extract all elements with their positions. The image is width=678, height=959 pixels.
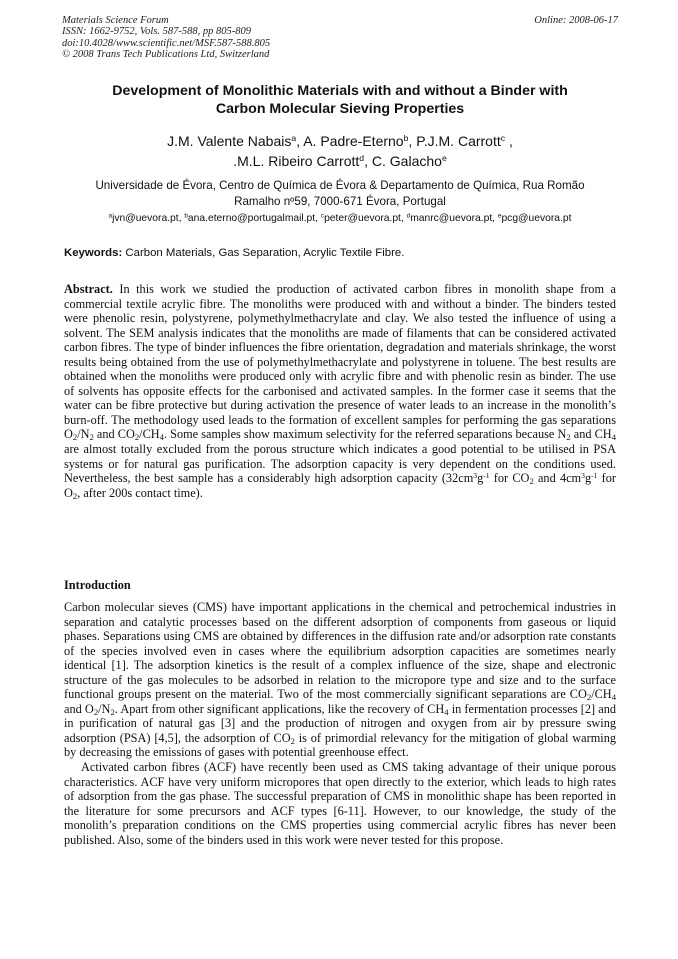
- introduction-body: [64, 600, 616, 847]
- email-c[interactable]: peter@uevora.pt,: [324, 213, 407, 224]
- email-e[interactable]: pcg@uevora.pt: [501, 213, 572, 224]
- journal-header: [62, 15, 618, 61]
- section-heading-introduction: Introduction: [64, 578, 131, 592]
- keywords-label: Keywords:: [64, 247, 123, 259]
- online-date: Online: 2008-06-17: [534, 15, 618, 26]
- journal-name: Materials Science Forum: [62, 15, 169, 26]
- journal-issn: ISSN: 1662-9752, Vols. 587-588, pp 805-809: [62, 26, 251, 38]
- author-3-mark: c: [500, 133, 506, 144]
- author-2: A. Padre-Eterno: [303, 133, 404, 149]
- abstract-label: Abstract.: [64, 282, 113, 296]
- author-1-mark: a: [291, 133, 297, 144]
- abstract: Abstract. In this work we studied the production of activated carbon fibres in monolith shape from a commercial textile acrylic fibre. The monoliths were produced with and without a binder. The binders tested were phenolic resin, polystyrene, polymethylmethacrylate and clay. We also tested the influence of using a solvent. The SEM analysis indicates that the monoliths are made of filaments that can be considered activated carbon fibres. The type of binder influences the fibre orientation, degradation and materials shrinkage, the worst results being obtained from the use of polymethylmethacrylate and polystyrene in toluene. The best results are obtained when the monoliths were produced only with acrylic fibre and with phenolic resin as binder. The use of solvents has opposite effects for the carbonised and activated samples. In the former case it seems that the water can be fibre protective but during activation the presence of water leads to an increase in the monolith’s burn-off. The methodology used leads to the formation of excellent samples for performing the gas separations $O_2/N_2$ and $CO_2/CH_4$. Some samples show maximum selectivity for the referred separations because $N_2$ and $CH_4$ are almost totally excluded from the porous structure which indicates a good potential to be utilised in PSA systems or for natural gas purification. The adsorption capacity is very dependent on the conditions used. Nevertheless, the best sample has a considerably high adsorption capacity ($32cm^3g^{-1}$ for $CO_2$ and $4cm^3g^{-1}$ for $O_2$, after 200s contact time).: [64, 282, 616, 501]
- title-line-2: Carbon Molecular Sieving Properties: [215, 101, 465, 117]
- affiliation-line-1: Universidade de Évora, Centro de Química de Évora & Departamento de Química, Rua Romão: [95, 179, 585, 192]
- author-3: P.J.M. Carrott: [416, 133, 501, 149]
- paper-title: [62, 82, 618, 118]
- keywords-text: Carbon Materials, Gas Separation, Acrylic Textile Fibre.: [122, 247, 405, 259]
- author-5-mark: e: [441, 153, 447, 164]
- intro-paragraph-2: Activated carbon fibres (ACF) have recently been used as CMS taking advantage of their unique porous characteristics. ACF have very uniform micropores that open directly to the exterior, which leads to high rates of adsorption from the gas phase. The successful preparation of CMS in monolithic shape has been reported in the literature for some precursors and ACF types [6-11]. However, to our knowledge, the study of the monolith’s preparation conditions on the CMS properties using commercial acrylic fibres has never been published. Also, some of the binders used in this work were never tested for this propose.: [64, 760, 616, 847]
- authors-line-1: J.M. Valente Nabais$^a$, A. Padre-Eterno$^b$, P.J.M. Carrott$^c$ ,: [167, 133, 513, 149]
- intro-paragraph-1: Carbon molecular sieves (CMS) have important applications in the chemical and petrochemical industries in separation and catalytic processes based on the different adsorption of components from gaseous or liquid phases. Separations using CMS are obtained by differences in the diffusion rate and/or adsorption rate constants of the species involved even in cases where the equilibrium adsorption capacities are sometimes nearly identical [1]. The adsorption kinetics is the result of a complex influence of the size, shape and electronic structure of the gas molecules to be adsorbed in relation to the micropore type and size and to the surface functional groups present on the material. Two of the most commercially significant separations are $CO_2/CH_4$ and $O_2/N_2$. Apart from other significant applications, like the recovery of $CH_4$ in fermentation processes [2] and in purification of natural gas [3] and the production of nitrogen and oxygen from air by pressure swing adsorption (PSA) [4,5], the adsorption of $CO_2$ is of primordial relevancy for the mitigation of global warming by decreasing the emissions of gases with potential greenhouse effect.: [64, 600, 616, 760]
- author-4-mark: d: [359, 153, 365, 164]
- email-b[interactable]: ana.eterno@portugalmail.pt,: [187, 213, 321, 224]
- author-2-mark: b: [403, 133, 409, 144]
- keywords: [64, 246, 618, 260]
- email-d[interactable]: manrc@uevora.pt,: [410, 213, 498, 224]
- author-emails: $^a$jvn@uevora.pt, $^b$ana.eterno@portugalmail.pt, $^c$peter@uevora.pt, $^d$manrc@uevora.pt, $^e$pcg@uevora.pt: [108, 212, 572, 224]
- author-list: [62, 131, 618, 171]
- journal-copyright: © 2008 Trans Tech Publications Ltd, Switzerland: [62, 49, 270, 61]
- author-1: J.M. Valente Nabais: [167, 133, 292, 149]
- author-4: M.L. Ribeiro Carrott: [237, 153, 360, 169]
- email-a[interactable]: jvn@uevora.pt,: [112, 213, 185, 224]
- affiliation-line-2: Ramalho nº59, 7000-671 Évora, Portugal: [234, 195, 446, 208]
- author-5: C. Galacho: [371, 153, 442, 169]
- journal-doi: doi:10.4028/www.scientific.net/MSF.587-588.805: [62, 37, 271, 49]
- affiliation: [62, 178, 618, 210]
- title-line-1: Development of Monolithic Materials with and without a Binder with: [112, 83, 568, 99]
- authors-line-2: .M.L. Ribeiro Carrott$^d$, C. Galacho$^e$: [233, 153, 447, 169]
